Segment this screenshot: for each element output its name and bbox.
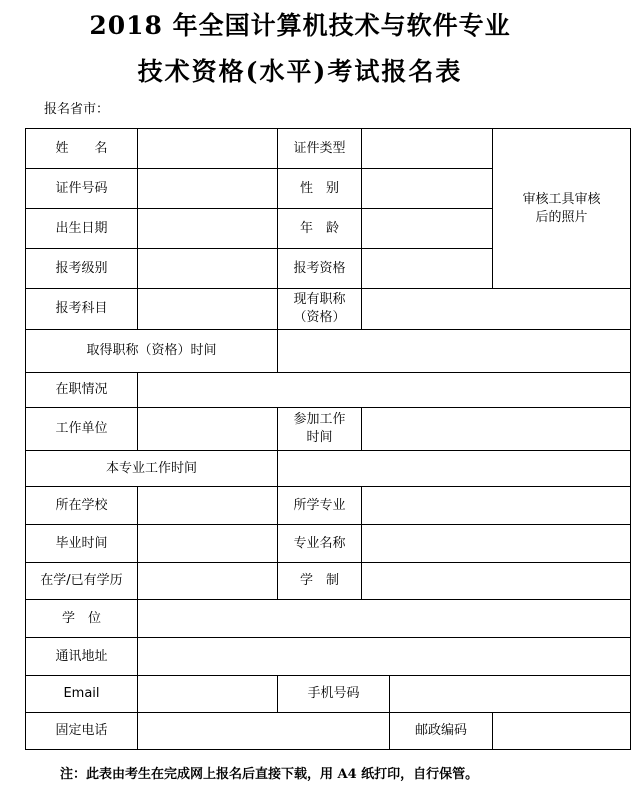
major-name-label: 专业名称 (278, 525, 362, 563)
registration-form-table (25, 128, 631, 750)
email-field[interactable] (138, 676, 278, 713)
mobile-field[interactable] (390, 676, 631, 713)
school-field[interactable] (138, 487, 278, 525)
work-start-time-field[interactable] (362, 408, 631, 451)
photo-area[interactable] (493, 129, 631, 289)
study-system-field[interactable] (362, 563, 631, 600)
id-type-field[interactable] (362, 129, 493, 169)
birth-date-label: 出生日期 (26, 209, 138, 249)
address-field[interactable] (138, 638, 631, 676)
education-field[interactable] (138, 563, 278, 600)
footer-note: 注：此表由考生在完成网上报名后直接下载，用 A4 纸打印，自行保管。 (60, 767, 479, 782)
photo-label: 审核工具审核后的照片 (522, 191, 601, 225)
gender-label: 性 别 (278, 169, 362, 209)
graduation-time-label: 毕业时间 (26, 525, 138, 563)
school-label: 所在学校 (26, 487, 138, 525)
graduation-time-field[interactable] (138, 525, 278, 563)
major-work-time-label: 本专业工作时间 (26, 451, 278, 487)
major-studied-field[interactable] (362, 487, 631, 525)
postcode-field[interactable] (493, 713, 631, 750)
exam-level-field[interactable] (138, 249, 278, 289)
major-studied-label: 所学专业 (278, 487, 362, 525)
study-system-label: 学 制 (278, 563, 362, 600)
id-number-label: 证件号码 (26, 169, 138, 209)
age-field[interactable] (362, 209, 493, 249)
education-label: 在学/已有学历 (26, 563, 138, 600)
work-unit-label: 工作单位 (26, 408, 138, 451)
current-title-field[interactable] (362, 289, 631, 330)
gender-field[interactable] (362, 169, 493, 209)
id-type-label: 证件类型 (278, 129, 362, 169)
form-title-line2: 技术资格(水平)考试报名表 (137, 57, 463, 86)
postcode-label: 邮政编码 (390, 713, 493, 750)
address-label: 通讯地址 (26, 638, 138, 676)
major-name-field[interactable] (362, 525, 631, 563)
id-number-field[interactable] (138, 169, 278, 209)
employment-status-label: 在职情况 (26, 373, 138, 408)
form-title-line1: 2018 年全国计算机技术与软件专业 (89, 11, 511, 40)
degree-field[interactable] (138, 600, 631, 638)
work-start-time-label (278, 408, 362, 451)
title-obtained-time-label: 取得职称（资格）时间 (26, 330, 278, 373)
exam-subject-field[interactable] (138, 289, 278, 330)
exam-qualification-field[interactable] (362, 249, 493, 289)
major-work-time-field[interactable] (278, 451, 631, 487)
current-title-label (278, 289, 362, 330)
work-unit-field[interactable] (138, 408, 278, 451)
exam-subject-label: 报考科目 (26, 289, 138, 330)
mobile-label: 手机号码 (278, 676, 390, 713)
landline-label: 固定电话 (26, 713, 138, 750)
name-field[interactable] (138, 129, 278, 169)
title-obtained-time-field[interactable] (278, 330, 631, 373)
exam-qualification-label: 报考资格 (278, 249, 362, 289)
email-label: Email (26, 676, 138, 713)
degree-label: 学 位 (26, 600, 138, 638)
name-label: 姓 名 (26, 129, 138, 169)
province-label: 报名省市： (44, 102, 110, 117)
landline-field[interactable] (138, 713, 390, 750)
birth-date-field[interactable] (138, 209, 278, 249)
employment-status-field[interactable] (138, 373, 631, 408)
work-start-time-text: 参加工作时间 (293, 412, 346, 445)
exam-level-label: 报考级别 (26, 249, 138, 289)
age-label: 年 龄 (278, 209, 362, 249)
current-title-text: 现有职称（资格） (293, 292, 346, 325)
